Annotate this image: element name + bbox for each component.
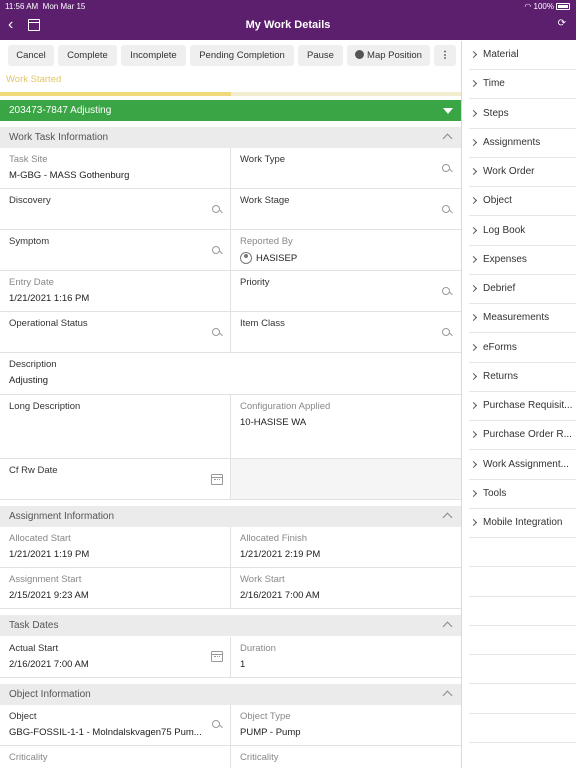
sidebar-item-work-assignment[interactable] <box>469 451 576 480</box>
complete-button[interactable]: Complete <box>58 45 117 66</box>
sidebar-item-label: Log Book <box>483 224 526 236</box>
long-description-field[interactable] <box>0 395 231 459</box>
sidebar-item-label: Time <box>483 78 505 90</box>
sidebar-item-measurements[interactable] <box>469 304 576 333</box>
chevron-right-icon <box>470 197 477 204</box>
field-value: GBG-FOSSIL-1-1 - Molndalskvagen75 Pum... <box>9 727 202 738</box>
sidebar-item-eforms[interactable] <box>469 334 576 363</box>
status-time: 11:56 AM Mon Mar 15 <box>5 2 86 11</box>
sidebar-item-debrief[interactable] <box>469 275 576 304</box>
sidebar-item-label: Purchase Order R... <box>483 429 572 441</box>
sidebar-item-label: Expenses <box>483 253 527 265</box>
field-label: Actual Start <box>9 643 59 654</box>
search-icon[interactable] <box>442 164 452 174</box>
sidebar-item-log-book[interactable] <box>469 217 576 246</box>
chevron-right-icon <box>470 490 477 497</box>
nav-bar <box>0 13 576 40</box>
search-icon[interactable] <box>442 205 452 215</box>
chevron-right-icon <box>470 314 477 321</box>
globe-icon <box>355 50 364 59</box>
sync-icon[interactable]: ⟳ <box>557 18 566 29</box>
sidebar-item-label: Measurements <box>483 312 550 324</box>
sidebar-empty-row <box>469 655 576 684</box>
sidebar-item-label: eForms <box>483 341 517 353</box>
dropdown-arrow-icon <box>443 108 453 114</box>
field-value: 2/16/2021 7:00 AM <box>240 590 320 601</box>
sidebar-empty-row <box>469 685 576 714</box>
sidebar-item-tools[interactable] <box>469 480 576 509</box>
chevron-right-icon <box>470 109 477 116</box>
field-label: Symptom <box>9 236 50 247</box>
work-item-label: 203473-7847 Adjusting <box>9 105 112 116</box>
sidebar-item-label: Work Order <box>483 166 535 177</box>
search-icon[interactable] <box>212 246 222 256</box>
battery-icon <box>556 3 570 10</box>
sidebar-item-label: Object <box>483 195 512 207</box>
chevron-right-icon <box>470 256 477 263</box>
back-chevron-icon[interactable]: ‹ <box>8 16 14 33</box>
sidebar-empty-row <box>469 597 576 626</box>
sidebar-item-mobile-integration[interactable] <box>469 509 576 538</box>
cancel-button[interactable]: Cancel <box>8 45 54 66</box>
section-object[interactable] <box>0 684 461 705</box>
search-icon[interactable] <box>212 205 222 215</box>
field-label: Description <box>9 359 57 370</box>
assignment-start-field <box>0 568 231 609</box>
field-value <box>240 252 297 264</box>
section-title: Task Dates <box>9 620 59 631</box>
progress-bar <box>0 92 461 96</box>
field-label: Duration <box>240 643 276 654</box>
sidebar-item-object[interactable] <box>469 187 576 216</box>
section-title: Object Information <box>9 689 91 700</box>
sidebar-item-steps[interactable] <box>469 100 576 129</box>
chevron-right-icon <box>470 373 477 380</box>
sidebar-item-label: Returns <box>483 370 519 382</box>
sidebar-item-label: Purchase Requisit... <box>483 400 573 411</box>
search-icon[interactable] <box>442 287 452 297</box>
field-value: 1/21/2021 1:16 PM <box>9 293 90 304</box>
battery-indicator: ◠ 100% <box>524 2 570 11</box>
sidebar-item-purchase-order-r[interactable] <box>469 421 576 450</box>
chevron-right-icon <box>470 460 477 467</box>
priority-field[interactable] <box>230 271 461 312</box>
pane-divider <box>461 41 462 768</box>
search-icon[interactable] <box>212 328 222 338</box>
sidebar-item-label: Debrief <box>483 283 516 294</box>
field-label: Allocated Finish <box>240 533 308 544</box>
field-label: Assignment Start <box>9 574 82 585</box>
sidebar-item-label: Assignments <box>483 136 541 148</box>
field-label: Operational Status <box>9 318 88 329</box>
allocated-start-field <box>0 527 231 568</box>
field-value: PUMP - Pump <box>240 727 301 738</box>
wifi-icon: ◠ <box>524 2 532 11</box>
section-work-task[interactable] <box>0 127 461 148</box>
sidebar-item-label: Material <box>483 49 519 60</box>
calendar-icon[interactable] <box>211 474 223 485</box>
field-label: Criticality <box>9 752 48 763</box>
sidebar-empty-row <box>469 714 576 743</box>
empty-cell <box>230 459 461 500</box>
chevron-right-icon <box>470 51 477 58</box>
pause-button[interactable]: Pause <box>298 45 343 66</box>
field-label: Work Type <box>240 154 286 165</box>
discovery-field[interactable] <box>0 189 231 230</box>
chevron-right-icon <box>470 226 477 233</box>
work-start-field <box>230 568 461 609</box>
chevron-right-icon <box>470 80 477 87</box>
field-label: Work Stage <box>240 195 290 206</box>
field-label: Priority <box>240 277 270 288</box>
calendar-icon[interactable] <box>211 651 223 662</box>
object-field[interactable] <box>0 705 231 746</box>
sidebar-empty-row <box>469 538 576 567</box>
field-value: 1/21/2021 1:19 PM <box>9 549 90 560</box>
work-stage-field[interactable] <box>230 189 461 230</box>
configuration-applied-field <box>230 395 461 459</box>
sidebar-item-label: Steps <box>483 107 509 119</box>
operational-status-field[interactable] <box>0 312 231 353</box>
field-value: 10-HASISE WA <box>240 417 307 428</box>
field-label: Allocated Start <box>9 533 71 544</box>
sidebar-item-material[interactable] <box>469 41 576 70</box>
field-value: 1/21/2021 2:19 PM <box>240 549 321 560</box>
avatar <box>240 252 252 264</box>
sidebar-item-assignments[interactable] <box>469 129 576 158</box>
reported-by-field <box>230 230 461 271</box>
field-label: Reported By <box>240 236 293 247</box>
field-label: Work Start <box>240 574 285 585</box>
chevron-up-icon <box>443 134 453 144</box>
field-value: 2/15/2021 9:23 AM <box>9 590 89 601</box>
allocated-finish-field <box>230 527 461 568</box>
field-label: Entry Date <box>9 277 54 288</box>
work-type-field[interactable] <box>230 148 461 189</box>
chevron-up-icon <box>443 513 453 523</box>
search-icon[interactable] <box>212 720 222 730</box>
chevron-up-icon <box>443 691 453 701</box>
status-bar <box>0 0 576 13</box>
search-icon[interactable] <box>442 328 452 338</box>
field-value: 2/16/2021 7:00 AM <box>9 659 89 670</box>
action-toolbar <box>0 41 461 71</box>
chevron-right-icon <box>470 431 477 438</box>
sidebar-empty-row <box>469 626 576 655</box>
field-label: Criticality <box>240 752 279 763</box>
actual-start-field[interactable] <box>0 637 231 678</box>
task-site-field[interactable] <box>0 148 231 189</box>
map-position-button[interactable] <box>347 45 430 66</box>
cf-rw-date-field[interactable] <box>0 459 231 500</box>
chevron-right-icon <box>470 168 477 175</box>
progress-fill <box>0 92 231 96</box>
criticality-field-right <box>230 746 461 768</box>
chevron-right-icon <box>470 519 477 526</box>
entry-date-field <box>0 271 231 312</box>
item-class-field[interactable] <box>230 312 461 353</box>
section-assignment[interactable] <box>0 506 461 527</box>
sidebar-item-label: Tools <box>483 487 507 499</box>
field-label: Discovery <box>9 195 51 206</box>
chevron-right-icon <box>470 343 477 350</box>
sidebar-item-label: Mobile Integration <box>483 517 563 528</box>
object-type-field <box>230 705 461 746</box>
symptom-field[interactable] <box>0 230 231 271</box>
chevron-right-icon <box>470 139 477 146</box>
more-options-button[interactable]: ⋮ <box>434 45 456 66</box>
field-value: 1 <box>240 659 246 670</box>
field-label: Object <box>9 711 37 722</box>
chevron-right-icon <box>470 285 477 292</box>
chevron-up-icon <box>443 622 453 632</box>
section-title: Assignment Information <box>9 511 115 522</box>
field-label: Item Class <box>240 318 285 329</box>
section-task-dates[interactable] <box>0 615 461 636</box>
field-label: Task Site <box>9 154 48 165</box>
sidebar-item-purchase-requisit[interactable] <box>469 392 576 421</box>
sidebar-item-returns[interactable] <box>469 363 576 392</box>
sidebar-item-work-order[interactable] <box>469 158 576 187</box>
incomplete-button[interactable]: Incomplete <box>121 45 186 66</box>
duration-field <box>230 637 461 678</box>
field-label: Configuration Applied <box>240 401 331 412</box>
field-label: Cf Rw Date <box>9 465 58 476</box>
work-item-selector[interactable] <box>0 100 461 121</box>
description-field[interactable] <box>0 353 461 395</box>
reported-by-value: HASISEP <box>256 253 298 264</box>
sidebar-item-expenses[interactable] <box>469 246 576 275</box>
sidebar-item-time[interactable] <box>469 70 576 99</box>
sidebar-empty-row <box>469 568 576 597</box>
field-value: M-GBG - MASS Gothenburg <box>9 170 130 181</box>
section-title: Work Task Information <box>9 132 109 143</box>
criticality-field <box>0 746 231 768</box>
sidebar-item-label: Work Assignment... <box>483 458 569 470</box>
map-position-label: Map Position <box>367 50 422 61</box>
field-value: Adjusting <box>9 375 49 386</box>
field-label: Object Type <box>240 711 291 722</box>
pending-completion-button[interactable]: Pending Completion <box>190 45 294 66</box>
chevron-right-icon <box>470 402 477 409</box>
field-label: Long Description <box>9 401 81 412</box>
progress-status-label: Work Started <box>6 74 62 85</box>
page-title: My Work Details <box>245 19 331 31</box>
